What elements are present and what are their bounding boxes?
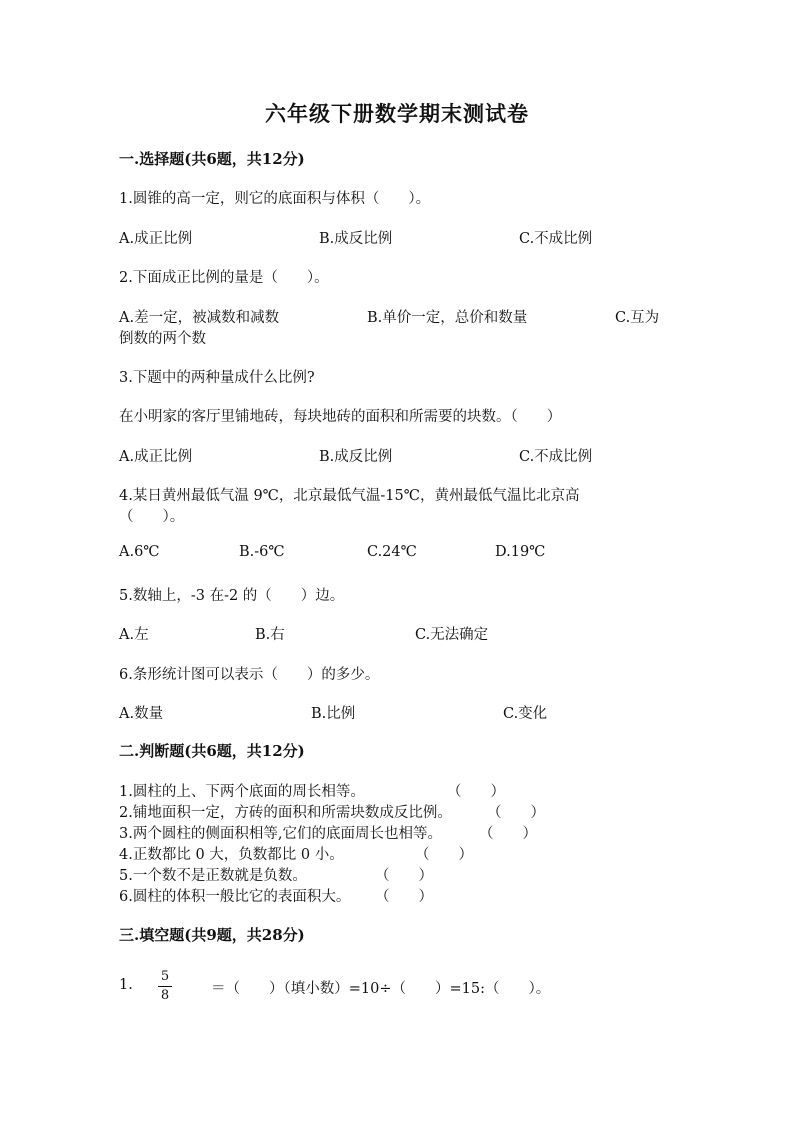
q6-option-a: A.数量 [119,706,164,722]
fill-item-1-rest: ＝（ ）（填小数）=10÷（ ）=15:（ ）。 [211,981,551,997]
q5-option-b: B.右 [255,627,285,643]
fraction-bar [158,986,172,987]
judge-item-3-paren: （ ） [479,826,537,842]
fraction-numerator: 5 [160,969,170,984]
q2-option-c-continued: 倒数的两个数 [119,331,206,347]
q3-text: 3.下题中的两种量成什么比例? [119,370,315,386]
q5-option-c: C.无法确定 [415,627,489,643]
judge-item-4-paren: （ ） [415,847,473,863]
section-choice-heading: 一.选择题(共6题，共12分) [119,150,305,168]
judge-item-5-paren: （ ） [375,868,433,884]
q2-option-b: B.单价一定，总价和数量 [367,310,528,326]
q6-option-c: C.变化 [503,706,548,722]
judge-item-2-paren: （ ） [487,805,545,821]
q4-text: 4.某日黄州最低气温 9℃，北京最低气温-15℃，黄州最低气温比北京高 [119,488,580,504]
q3-subtext: 在小明家的客厅里铺地砖，每块地砖的面积和所需要的块数。（ ） [119,409,562,425]
judge-item-1-paren: （ ） [447,784,505,800]
q3-option-b: B.成反比例 [319,449,393,465]
q4-text-continued: （ ）。 [119,509,185,525]
judge-item-5-text: 5.一个数不是正数就是负数。 [119,868,307,884]
fraction-denominator: 8 [160,988,170,1003]
q4-option-a: A.6℃ [119,544,160,560]
fill-item-1-number: 1. [119,977,133,993]
q3-option-a: A.成正比例 [119,449,193,465]
q2-text: 2.下面成正比例的量是（ ）。 [119,270,329,286]
q1-option-c: C.不成比例 [519,231,593,247]
judge-item-1-text: 1.圆柱的上、下两个底面的周长相等。 [119,784,365,800]
q1-text: 1.圆锥的高一定，则它的底面积与体积（ ）。 [119,191,431,207]
q5-option-a: A.左 [119,627,149,643]
page-title: 六年级下册数学期末测试卷 [265,101,529,126]
q6-text: 6.条形统计图可以表示（ ）的多少。 [119,667,380,683]
q6-option-b: B.比例 [311,706,356,722]
q1-option-a: A.成正比例 [119,231,193,247]
q4-option-b: B.-6℃ [239,544,285,560]
q3-option-c: C.不成比例 [519,449,593,465]
judge-item-6-paren: （ ） [375,889,433,905]
q4-option-d: D.19℃ [495,544,546,560]
judge-item-2-text: 2.铺地面积一定，方砖的面积和所需块数成反比例。 [119,805,452,821]
judge-item-3-text: 3.两个圆柱的侧面积相等,它们的底面周长也相等。 [119,826,442,842]
section-judge-heading: 二.判断题(共6题，共12分) [119,742,305,760]
fraction-five-eighths [158,970,172,1003]
q1-option-b: B.成反比例 [319,231,393,247]
q4-option-c: C.24℃ [367,544,417,560]
q2-option-a: A.差一定，被减数和减数 [119,310,280,326]
judge-item-6-text: 6.圆柱的体积一般比它的表面积大。 [119,889,351,905]
q2-option-c: C.互为 [615,310,660,326]
q5-text: 5.数轴上，-3 在-2 的（ ）边。 [119,588,345,604]
judge-item-4-text: 4.正数都比 0 大，负数都比 0 小。 [119,847,344,863]
section-fill-heading: 三.填空题(共9题，共28分) [119,926,305,944]
